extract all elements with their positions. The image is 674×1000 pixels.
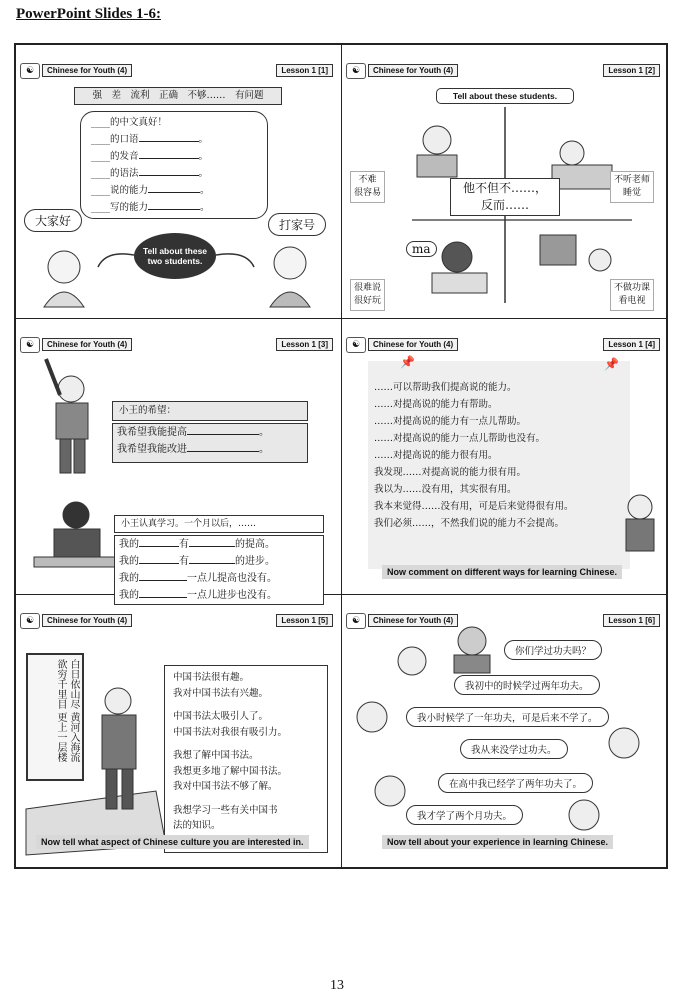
note-spacer bbox=[173, 740, 327, 748]
speech-bubble-left: 大家好 bbox=[24, 209, 82, 232]
study-line: 我的 有 的进步。 bbox=[119, 553, 323, 570]
note-line: 中国书法对我很有吸引力。 bbox=[173, 726, 288, 738]
book-logo-icon: ☯ bbox=[20, 337, 40, 353]
speaker-illustration bbox=[612, 489, 668, 559]
students-illustration bbox=[16, 45, 342, 319]
notes-list bbox=[374, 379, 574, 532]
note-line: 我发现……对提高说的能力很有用。 bbox=[374, 467, 527, 478]
slide-lesson-label: Lesson 1 [6] bbox=[603, 614, 660, 627]
slide-caption: Now tell about your experience in learning Chinese. bbox=[382, 835, 613, 849]
study-line: 我的 一点儿进步也没有。 bbox=[119, 587, 323, 604]
slide-4 bbox=[342, 319, 668, 595]
pushpin-icon: 📌 bbox=[604, 357, 619, 371]
calligraphy-scroll: 白日依山尽 黄河入海流 欲穷千里目 更上一层楼 bbox=[26, 653, 84, 781]
note-line: 中国书法很有趣。 bbox=[173, 672, 250, 683]
book-logo-icon: ☯ bbox=[20, 63, 40, 79]
notes-scroll bbox=[164, 665, 328, 853]
slide-6 bbox=[342, 595, 668, 867]
note-line: ……对提高说的能力有一点儿帮助。 bbox=[374, 416, 527, 427]
speech-bubble: 你们学过功夫吗？ bbox=[504, 640, 602, 660]
slide-course-title: Chinese for Youth (4) bbox=[42, 64, 132, 77]
wish-line: 我希望我能改进 。 bbox=[117, 441, 307, 458]
study-line: 我的 一点儿提高也没有。 bbox=[119, 570, 323, 587]
note-spacer bbox=[173, 701, 327, 709]
center-label: Tell about these two students. bbox=[134, 233, 216, 279]
slide-1 bbox=[16, 45, 342, 319]
note-line: 我本来觉得……没有用，可是后来觉得很有用。 bbox=[374, 501, 574, 512]
center-line-2: 反而…… bbox=[480, 198, 529, 212]
slide-course-title: Chinese for Youth (4) bbox=[368, 338, 458, 351]
slide-course-title: Chinese for Youth (4) bbox=[42, 338, 132, 351]
slide-5 bbox=[16, 595, 342, 867]
note-line: 我想了解中国书法。 bbox=[173, 750, 259, 761]
tag-bottom-right: 不做功课 看电视 bbox=[610, 279, 654, 311]
slide-course-title: Chinese for Youth (4) bbox=[368, 64, 458, 77]
speech-bubble: 在高中我已经学了两年功夫了。 bbox=[438, 773, 593, 793]
slide-lesson-label: Lesson 1 [4] bbox=[603, 338, 660, 351]
study-header: 小王认真学习。一个月以后，…… bbox=[114, 515, 324, 533]
note-spacer bbox=[173, 795, 327, 803]
wish-header: 小王的希望： bbox=[112, 401, 308, 421]
note-line: ……对提高说的能力一点儿帮助也没有。 bbox=[374, 433, 546, 444]
book-logo-icon: ☯ bbox=[20, 613, 40, 629]
sentence-line: ____的发音 。 bbox=[91, 148, 267, 165]
note-line: 我想学习一些有关中国书 bbox=[173, 804, 278, 816]
wish-line: 我希望我能提高 。 bbox=[117, 424, 307, 441]
slide-lesson-label: Lesson 1 [3] bbox=[276, 338, 333, 351]
note-line: 中国书法太吸引人了。 bbox=[173, 711, 269, 722]
study-line: 我的 有 的提高。 bbox=[119, 536, 323, 553]
note-line: ……可以帮助我们提高说的能力。 bbox=[374, 382, 517, 393]
note-line: 我对中国书法有兴趣。 bbox=[173, 687, 269, 699]
sentence-line: ____写的能力 。 bbox=[91, 199, 267, 216]
word-bank: 强 差 流利 正确 不够…… 有问题 bbox=[74, 87, 282, 105]
tag-bottom-left: 很难说 很好玩 bbox=[350, 279, 385, 311]
center-line-1: 他不但不……， bbox=[462, 181, 547, 195]
students-illustration bbox=[342, 595, 668, 867]
note-line: 法的知识。 bbox=[173, 820, 221, 831]
speech-bubble: 我从来没学过功夫。 bbox=[460, 739, 568, 759]
book-logo-icon: ☯ bbox=[346, 613, 366, 629]
wish-box bbox=[112, 423, 308, 463]
book-logo-icon: ☯ bbox=[346, 63, 366, 79]
book-logo-icon: ☯ bbox=[346, 337, 366, 353]
slide-2 bbox=[342, 45, 668, 319]
note-line: 我想更多地了解中国书法。 bbox=[173, 765, 288, 777]
note-line: 我们必须……，不然我们说的能力不会提高。 bbox=[374, 518, 565, 529]
pushpin-icon: 📌 bbox=[400, 355, 415, 369]
speech-bubble: 我才学了两个月功夫。 bbox=[406, 805, 523, 825]
sentence-line: ____的语法 。 bbox=[91, 165, 267, 182]
ma-bubble: ma bbox=[406, 241, 437, 257]
slide-lesson-label: Lesson 1 [1] bbox=[276, 64, 333, 77]
page-title: PowerPoint Slides 1-6: bbox=[16, 6, 161, 22]
speech-bubble-right: 打家号 bbox=[268, 213, 326, 236]
sentence-line: ____的口语 。 bbox=[91, 131, 267, 148]
note-line: 我对中国书法不够了解。 bbox=[173, 781, 278, 792]
slide-lesson-label: Lesson 1 [2] bbox=[603, 64, 660, 77]
slide-course-title: Chinese for Youth (4) bbox=[42, 614, 132, 627]
slide-caption: Now comment on different ways for learning Chinese. bbox=[382, 565, 622, 579]
tag-top-right: 不听老师 睡觉 bbox=[610, 171, 654, 203]
note-line: ……对提高说的能力很有用。 bbox=[374, 450, 498, 461]
note-line: 我以为……没有用，其实很有用。 bbox=[374, 484, 517, 495]
sentence-line: ____的中文真好！ bbox=[91, 117, 168, 128]
slides-grid bbox=[14, 43, 668, 869]
slide-lesson-label: Lesson 1 [5] bbox=[276, 614, 333, 627]
banner: Tell about these students. bbox=[436, 88, 574, 104]
speech-bubble: 我小时候学了一年功夫，可是后来不学了。 bbox=[406, 707, 609, 727]
page-number: 13 bbox=[330, 978, 344, 993]
slide-3 bbox=[16, 319, 342, 601]
slide-caption: Now tell what aspect of Chinese culture you are interested in. bbox=[36, 835, 309, 849]
note-line: ……对提高说的能力有帮助。 bbox=[374, 399, 498, 410]
center-pattern-box bbox=[450, 178, 560, 216]
sentence-line: ____说的能力 。 bbox=[91, 182, 267, 199]
tag-top-left: 不难 很容易 bbox=[350, 171, 385, 203]
slide-course-title: Chinese for Youth (4) bbox=[368, 614, 458, 627]
speech-bubble: 我初中的时候学过两年功夫。 bbox=[454, 675, 600, 695]
